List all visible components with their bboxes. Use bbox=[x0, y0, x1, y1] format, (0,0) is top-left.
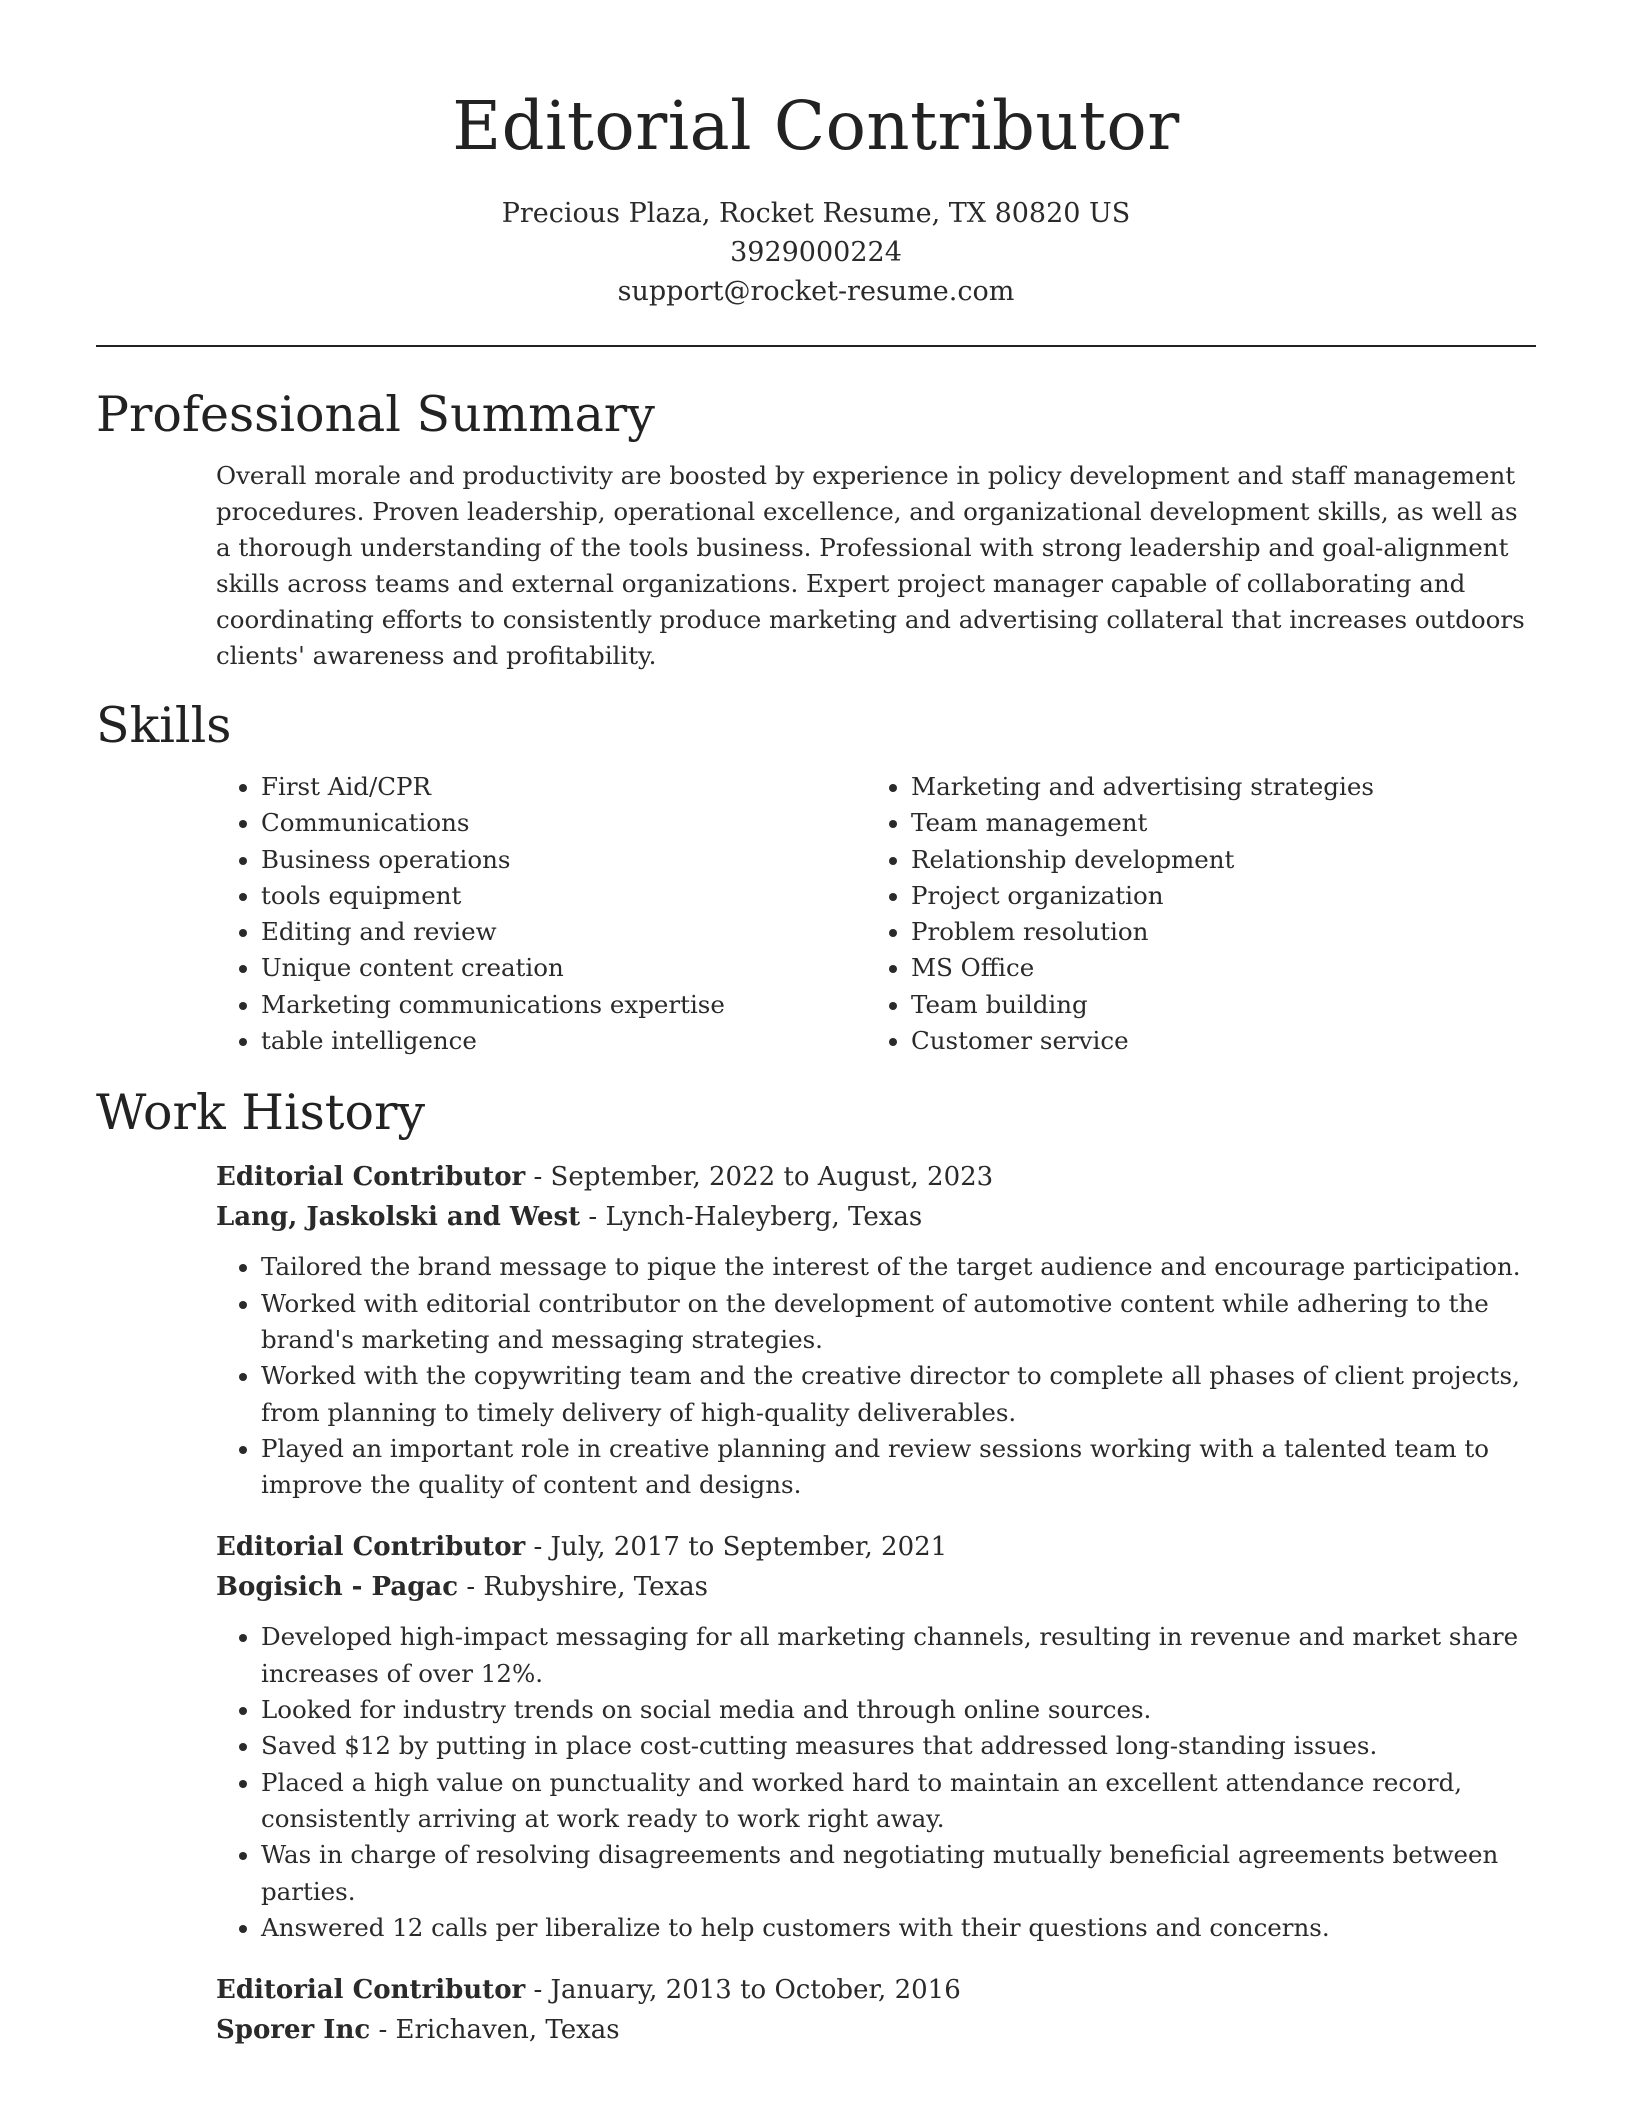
skill-item: • Problem resolution bbox=[911, 914, 1374, 950]
company-name: Bogisich - Pagac bbox=[216, 1572, 459, 1603]
job-location: - Lynch-Haleyberg, Texas bbox=[580, 1202, 923, 1233]
job-title: Editorial Contributor bbox=[216, 1975, 526, 2006]
job-bullet: • Worked with the copywriting team and the creative director to complete all phases of client projects, from planning to timely delivery of high-quality deliverables. bbox=[261, 1358, 1536, 1431]
skill-item: • Unique content creation bbox=[261, 950, 866, 986]
job-location: - Erichaven, Texas bbox=[370, 2015, 620, 2046]
job-bullet: • Was in charge of resolving disagreements and negotiating mutually beneficial agreements between parties. bbox=[261, 1837, 1536, 1910]
job-bullet: • Tailored the brand message to pique the interest of the target audience and encourage participation. bbox=[261, 1249, 1536, 1285]
job-heading bbox=[216, 1527, 1536, 1567]
skill-item: • tools equipment bbox=[261, 878, 866, 914]
resume-header bbox=[96, 0, 1536, 311]
skill-item: • Team management bbox=[911, 805, 1374, 841]
skill-item: • table intelligence bbox=[261, 1023, 866, 1059]
summary-paragraph: Overall morale and productivity are boosted by experience in policy development and staff management procedures. Proven leadership, operational excellence, and organizational development skills, as well as a thorough understanding of the tools business. Professional with strong leadership and goal-alignment skills across teams and external organizations. Expert project manager capable of collaborating and coordinating efforts to consistently produce marketing and advertising collateral that increases outdoors clients' awareness and profitability. bbox=[216, 461, 1525, 670]
contact-info bbox=[96, 194, 1536, 311]
section-title-skills: Skills bbox=[96, 697, 232, 754]
skill-item: • Communications bbox=[261, 805, 866, 841]
skill-item: • Business operations bbox=[261, 842, 866, 878]
job-dates: - January, 2013 to October, 2016 bbox=[525, 1975, 961, 2006]
header-divider bbox=[96, 345, 1536, 347]
skill-item: • Marketing and advertising strategies bbox=[911, 769, 1374, 805]
job-bullets bbox=[216, 1249, 1536, 1503]
job-entry bbox=[216, 1157, 1536, 1503]
skills-list-left bbox=[216, 769, 866, 1059]
candidate-name: Editorial Contributor bbox=[452, 87, 1180, 165]
job-bullet: • Placed a high value on punctuality and worked hard to maintain an excellent attendance record, consistently arriving at work ready to work right away. bbox=[261, 1765, 1536, 1838]
phone-text: 3929000224 bbox=[730, 237, 902, 268]
job-bullet: • Worked with editorial contributor on the development of automotive content while adhering to the brand's marketing and messaging strategies. bbox=[261, 1286, 1536, 1359]
skill-item: • Team building bbox=[911, 987, 1374, 1023]
job-bullet: • Played an important role in creative planning and review sessions working with a talented team to improve the quality of content and designs. bbox=[261, 1431, 1536, 1504]
job-location: - Rubyshire, Texas bbox=[458, 1572, 709, 1603]
skill-item: • Relationship development bbox=[911, 842, 1374, 878]
email-text: support@rocket-resume.com bbox=[617, 276, 1015, 307]
job-heading bbox=[216, 1157, 1536, 1197]
job-employer bbox=[216, 2010, 1536, 2050]
skill-item: • Customer service bbox=[911, 1023, 1374, 1059]
job-employer bbox=[216, 1567, 1536, 1607]
skill-item: • MS Office bbox=[911, 950, 1374, 986]
job-bullet: • Saved $12 by putting in place cost-cutting measures that addressed long-standing issues. bbox=[261, 1728, 1536, 1764]
section-title-summary: Professional Summary bbox=[96, 386, 655, 443]
skill-item: • First Aid/CPR bbox=[261, 769, 866, 805]
job-bullet: • Answered 12 calls per liberalize to help customers with their questions and concerns. bbox=[261, 1910, 1536, 1946]
job-title: Editorial Contributor bbox=[216, 1162, 526, 1193]
resume-page bbox=[96, 0, 1536, 2050]
job-title: Editorial Contributor bbox=[216, 1532, 526, 1563]
job-dates: - July, 2017 to September, 2021 bbox=[525, 1532, 948, 1563]
job-bullet: • Looked for industry trends on social media and through online sources. bbox=[261, 1692, 1536, 1728]
address-text: Precious Plaza, Rocket Resume, TX 80820 US bbox=[501, 198, 1131, 229]
skill-item: • Project organization bbox=[911, 878, 1374, 914]
job-bullet: • Developed high-impact messaging for all marketing channels, resulting in revenue and market share increases of over 12%. bbox=[261, 1619, 1536, 1692]
skills-list-right bbox=[866, 769, 1374, 1059]
skill-item: • Editing and review bbox=[261, 914, 866, 950]
job-entry bbox=[216, 1970, 1536, 2050]
job-bullets bbox=[216, 1619, 1536, 1946]
skills-grid bbox=[216, 769, 1536, 1059]
job-entry bbox=[216, 1527, 1536, 1946]
job-employer bbox=[216, 1197, 1536, 1237]
job-dates: - September, 2022 to August, 2023 bbox=[525, 1162, 994, 1193]
section-title-work-history: Work History bbox=[96, 1084, 426, 1142]
skill-item: • Marketing communications expertise bbox=[261, 987, 866, 1023]
company-name: Sporer Inc bbox=[216, 2015, 371, 2046]
job-heading bbox=[216, 1970, 1536, 2010]
company-name: Lang, Jaskolski and West bbox=[216, 1202, 581, 1233]
